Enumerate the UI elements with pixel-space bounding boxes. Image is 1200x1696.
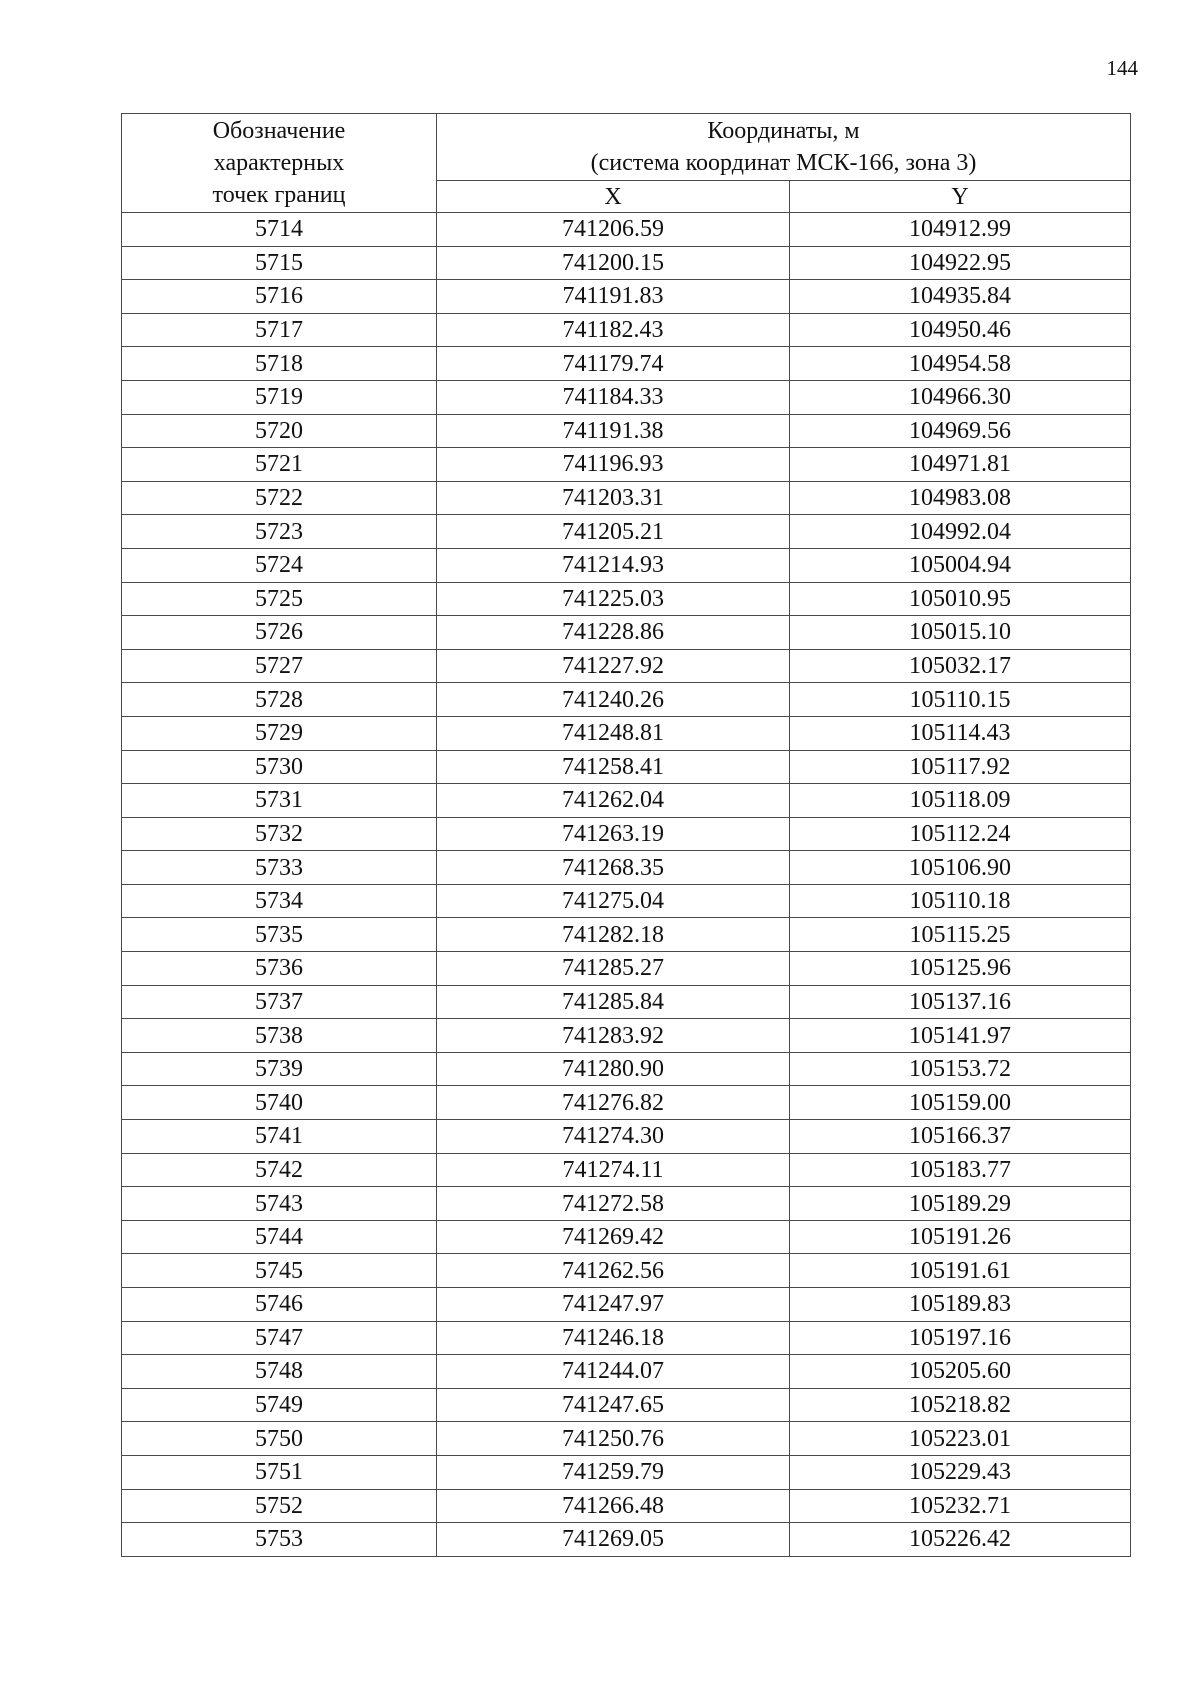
cell-x: 741275.04 — [437, 884, 790, 918]
cell-x: 741285.27 — [437, 952, 790, 986]
cell-x: 741280.90 — [437, 1052, 790, 1086]
cell-x: 741246.18 — [437, 1321, 790, 1355]
table-row — [122, 1321, 1131, 1355]
cell-x: 741274.11 — [437, 1153, 790, 1187]
cell-x: 741182.43 — [437, 313, 790, 347]
cell-x: 741214.93 — [437, 548, 790, 582]
cell-y: 105166.37 — [790, 1120, 1131, 1154]
cell-y: 105137.16 — [790, 985, 1131, 1019]
cell-x: 741283.92 — [437, 1019, 790, 1053]
cell-x: 741225.03 — [437, 582, 790, 616]
page-number: 144 — [1106, 56, 1138, 80]
table-row — [122, 1120, 1131, 1154]
cell-x: 741276.82 — [437, 1086, 790, 1120]
header-point-line: Обозначение — [212, 118, 346, 144]
table-row — [122, 213, 1131, 247]
table-row — [122, 851, 1131, 885]
cell-x: 741200.15 — [437, 246, 790, 280]
cell-y: 104983.08 — [790, 481, 1131, 515]
table-row — [122, 380, 1131, 414]
coordinates-table — [121, 113, 1131, 1557]
cell-point-id: 5740 — [122, 1086, 437, 1120]
cell-y: 104950.46 — [790, 313, 1131, 347]
cell-point-id: 5723 — [122, 515, 437, 549]
cell-point-id: 5732 — [122, 817, 437, 851]
cell-y: 105189.29 — [790, 1187, 1131, 1221]
header-coordinates — [437, 114, 1131, 181]
table-row — [122, 582, 1131, 616]
cell-x: 741228.86 — [437, 616, 790, 650]
cell-point-id: 5747 — [122, 1321, 437, 1355]
cell-y: 105232.71 — [790, 1489, 1131, 1523]
table-row — [122, 985, 1131, 1019]
cell-x: 741266.48 — [437, 1489, 790, 1523]
cell-y: 105015.10 — [790, 616, 1131, 650]
cell-point-id: 5716 — [122, 280, 437, 314]
cell-y: 105004.94 — [790, 548, 1131, 582]
table-row — [122, 481, 1131, 515]
cell-y: 104992.04 — [790, 515, 1131, 549]
cell-point-id: 5736 — [122, 952, 437, 986]
table-row — [122, 649, 1131, 683]
cell-x: 741268.35 — [437, 851, 790, 885]
cell-x: 741205.21 — [437, 515, 790, 549]
table-row — [122, 1355, 1131, 1389]
cell-y: 104912.99 — [790, 213, 1131, 247]
cell-point-id: 5717 — [122, 313, 437, 347]
cell-y: 105141.97 — [790, 1019, 1131, 1053]
table-header — [122, 114, 1131, 213]
cell-point-id: 5753 — [122, 1523, 437, 1557]
cell-point-id: 5734 — [122, 884, 437, 918]
cell-x: 741247.97 — [437, 1288, 790, 1322]
cell-point-id: 5735 — [122, 918, 437, 952]
cell-x: 741227.92 — [437, 649, 790, 683]
table-row — [122, 616, 1131, 650]
cell-x: 741262.04 — [437, 784, 790, 818]
table-row — [122, 784, 1131, 818]
cell-point-id: 5750 — [122, 1422, 437, 1456]
cell-y: 105117.92 — [790, 750, 1131, 784]
cell-x: 741184.33 — [437, 380, 790, 414]
cell-y: 104971.81 — [790, 448, 1131, 482]
cell-y: 105218.82 — [790, 1388, 1131, 1422]
table-row — [122, 683, 1131, 717]
cell-y: 104922.95 — [790, 246, 1131, 280]
cell-x: 741262.56 — [437, 1254, 790, 1288]
cell-y: 104935.84 — [790, 280, 1131, 314]
cell-x: 741240.26 — [437, 683, 790, 717]
table-row — [122, 817, 1131, 851]
cell-x: 741250.76 — [437, 1422, 790, 1456]
cell-y: 105191.61 — [790, 1254, 1131, 1288]
cell-y: 105183.77 — [790, 1153, 1131, 1187]
cell-x: 741248.81 — [437, 716, 790, 750]
cell-y: 105110.15 — [790, 683, 1131, 717]
cell-point-id: 5719 — [122, 380, 437, 414]
table-row — [122, 280, 1131, 314]
table-body — [122, 213, 1131, 1557]
cell-y: 105114.43 — [790, 716, 1131, 750]
table-row — [122, 548, 1131, 582]
table-row — [122, 884, 1131, 918]
cell-point-id: 5743 — [122, 1187, 437, 1221]
cell-x: 741247.65 — [437, 1388, 790, 1422]
cell-point-id: 5751 — [122, 1455, 437, 1489]
cell-point-id: 5720 — [122, 414, 437, 448]
cell-point-id: 5737 — [122, 985, 437, 1019]
cell-x: 741263.19 — [437, 817, 790, 851]
table-row — [122, 1153, 1131, 1187]
table-row — [122, 1086, 1131, 1120]
cell-y: 105159.00 — [790, 1086, 1131, 1120]
table-row — [122, 1388, 1131, 1422]
cell-y: 105191.26 — [790, 1220, 1131, 1254]
header-coords-line: Координаты, м — [707, 118, 860, 144]
table-row — [122, 1455, 1131, 1489]
cell-point-id: 5718 — [122, 347, 437, 381]
table-row — [122, 1019, 1131, 1053]
cell-y: 105226.42 — [790, 1523, 1131, 1557]
cell-x: 741191.83 — [437, 280, 790, 314]
cell-point-id: 5741 — [122, 1120, 437, 1154]
header-x: X — [437, 181, 790, 213]
cell-point-id: 5752 — [122, 1489, 437, 1523]
cell-x: 741282.18 — [437, 918, 790, 952]
header-coords-line: (система координат МСК-166, зона 3) — [590, 150, 977, 176]
cell-y: 105153.72 — [790, 1052, 1131, 1086]
table-row — [122, 952, 1131, 986]
cell-point-id: 5729 — [122, 716, 437, 750]
table-row — [122, 750, 1131, 784]
table-row — [122, 1220, 1131, 1254]
cell-y: 104966.30 — [790, 380, 1131, 414]
table-row — [122, 1523, 1131, 1557]
cell-point-id: 5725 — [122, 582, 437, 616]
cell-point-id: 5742 — [122, 1153, 437, 1187]
table-row — [122, 515, 1131, 549]
table-row — [122, 313, 1131, 347]
cell-point-id: 5746 — [122, 1288, 437, 1322]
cell-x: 741269.05 — [437, 1523, 790, 1557]
cell-point-id: 5731 — [122, 784, 437, 818]
table-row — [122, 918, 1131, 952]
cell-x: 741206.59 — [437, 213, 790, 247]
cell-y: 105197.16 — [790, 1321, 1131, 1355]
cell-y: 105112.24 — [790, 817, 1131, 851]
header-point-line: характерных — [213, 150, 345, 176]
cell-y: 105189.83 — [790, 1288, 1131, 1322]
cell-x: 741244.07 — [437, 1355, 790, 1389]
cell-point-id: 5728 — [122, 683, 437, 717]
cell-x: 741274.30 — [437, 1120, 790, 1154]
cell-y: 105205.60 — [790, 1355, 1131, 1389]
cell-y: 105115.25 — [790, 918, 1131, 952]
cell-y: 105229.43 — [790, 1455, 1131, 1489]
header-y: Y — [790, 181, 1131, 213]
table-row — [122, 414, 1131, 448]
cell-y: 105106.90 — [790, 851, 1131, 885]
cell-x: 741179.74 — [437, 347, 790, 381]
table-row — [122, 246, 1131, 280]
cell-y: 105010.95 — [790, 582, 1131, 616]
cell-x: 741259.79 — [437, 1455, 790, 1489]
cell-point-id: 5722 — [122, 481, 437, 515]
table-row — [122, 1489, 1131, 1523]
table-row — [122, 1422, 1131, 1456]
table-row — [122, 347, 1131, 381]
cell-y: 105110.18 — [790, 884, 1131, 918]
table-row — [122, 1052, 1131, 1086]
cell-y: 104954.58 — [790, 347, 1131, 381]
table-row — [122, 1288, 1131, 1322]
cell-x: 741196.93 — [437, 448, 790, 482]
table-row — [122, 1187, 1131, 1221]
cell-point-id: 5748 — [122, 1355, 437, 1389]
table-row — [122, 448, 1131, 482]
cell-x: 741191.38 — [437, 414, 790, 448]
cell-point-id: 5738 — [122, 1019, 437, 1053]
cell-point-id: 5749 — [122, 1388, 437, 1422]
cell-y: 105125.96 — [790, 952, 1131, 986]
header-point-designation — [122, 114, 437, 213]
cell-x: 741258.41 — [437, 750, 790, 784]
cell-point-id: 5745 — [122, 1254, 437, 1288]
cell-y: 105118.09 — [790, 784, 1131, 818]
cell-x: 741269.42 — [437, 1220, 790, 1254]
cell-y: 105032.17 — [790, 649, 1131, 683]
cell-point-id: 5714 — [122, 213, 437, 247]
cell-point-id: 5724 — [122, 548, 437, 582]
cell-point-id: 5739 — [122, 1052, 437, 1086]
cell-point-id: 5733 — [122, 851, 437, 885]
cell-x: 741272.58 — [437, 1187, 790, 1221]
table-row — [122, 1254, 1131, 1288]
cell-point-id: 5730 — [122, 750, 437, 784]
cell-point-id: 5721 — [122, 448, 437, 482]
cell-x: 741285.84 — [437, 985, 790, 1019]
table-row — [122, 716, 1131, 750]
cell-point-id: 5715 — [122, 246, 437, 280]
cell-point-id: 5744 — [122, 1220, 437, 1254]
cell-point-id: 5726 — [122, 616, 437, 650]
header-point-line: точек границ — [212, 182, 346, 208]
cell-y: 104969.56 — [790, 414, 1131, 448]
cell-point-id: 5727 — [122, 649, 437, 683]
cell-y: 105223.01 — [790, 1422, 1131, 1456]
cell-x: 741203.31 — [437, 481, 790, 515]
